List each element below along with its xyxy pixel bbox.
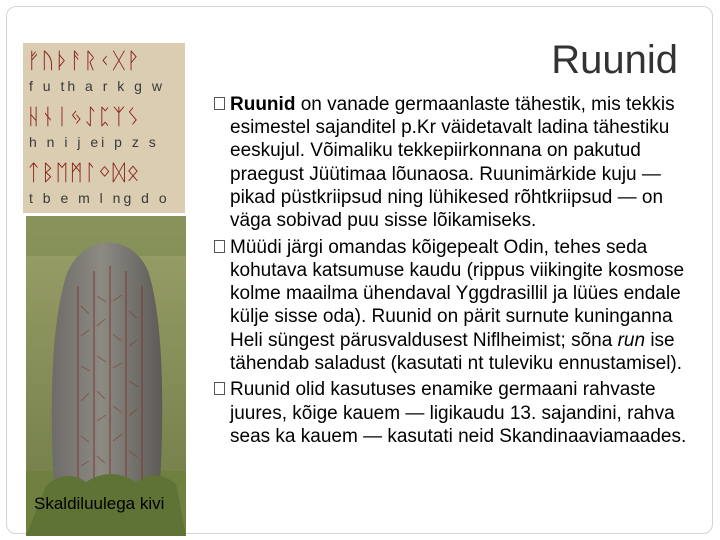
rune-transliteration: t b e m l ng d o [29,190,170,206]
bullet-box-icon [214,97,225,110]
bullet-paragraph [214,93,694,232]
paragraph-italic-word: run [617,329,646,351]
paragraph-text: on vanade germaanlaste tähestik, mis tekkis esimestel sajanditel p.Kr väidetavalt ladina tähestiku eeskujul. Võimaliku tekkepiirkonnana on pakutud praegust Jüütimaa lõunaosa. Ruunimärkide kuju — pikad püstkriipsud ning lühikesed rõhtkriipsud — on väga sobivad puu sisse lõikamiseks. [230,94,675,232]
runestone-illustration [26,216,186,536]
rune-glyphs: ᚠᚢᚦᚨᚱᚲᚷᚹ [27,49,141,74]
bullet-box-icon [214,240,225,253]
rune-transliteration: f u th a r k g w [29,78,165,94]
runestone-photo [26,216,186,536]
rune-alphabet-image [23,43,185,213]
rune-glyphs: ᚺᚾᛁᛃᛇᛈᛉᛊ [27,105,141,130]
paragraph-text: ise tähendab saladust (kasutati nt tuleviku ennustamisel). [230,329,683,374]
bullet-box-icon [214,382,225,395]
slide-title: Ruunid [551,38,678,82]
paragraph-lead: Ruunid [230,94,296,115]
rune-transliteration: h n i j ei p z s [29,134,159,150]
bullet-paragraph [214,378,694,448]
rune-glyphs: ᛏᛒᛖᛗᛚᛜᛞᛟ [27,161,141,186]
image-caption: Skaldiluulega kivi [34,494,165,513]
bullet-paragraph [214,236,694,375]
paragraph-text: Müüdi järgi omandas kõigepealt Odin, tehes seda kohutava katsumuse kaudu (rippus viikingite kosmose kolme maailma ühendaval Yggdrasillil ja lüües endale külje sisse oda). Ruunid on pärit surnute kuninganna Heli süngest pärusvaldusest Niflheimist; sõna [230,236,685,351]
slide-body [214,93,694,452]
paragraph-text: Ruunid olid kasutuses enamike germaani rahvaste juures, kõige kauem — ligikaudu 13. sajandini, rahva seas ka kauem — kasutati neid Skandinaaviamaades. [230,379,687,447]
